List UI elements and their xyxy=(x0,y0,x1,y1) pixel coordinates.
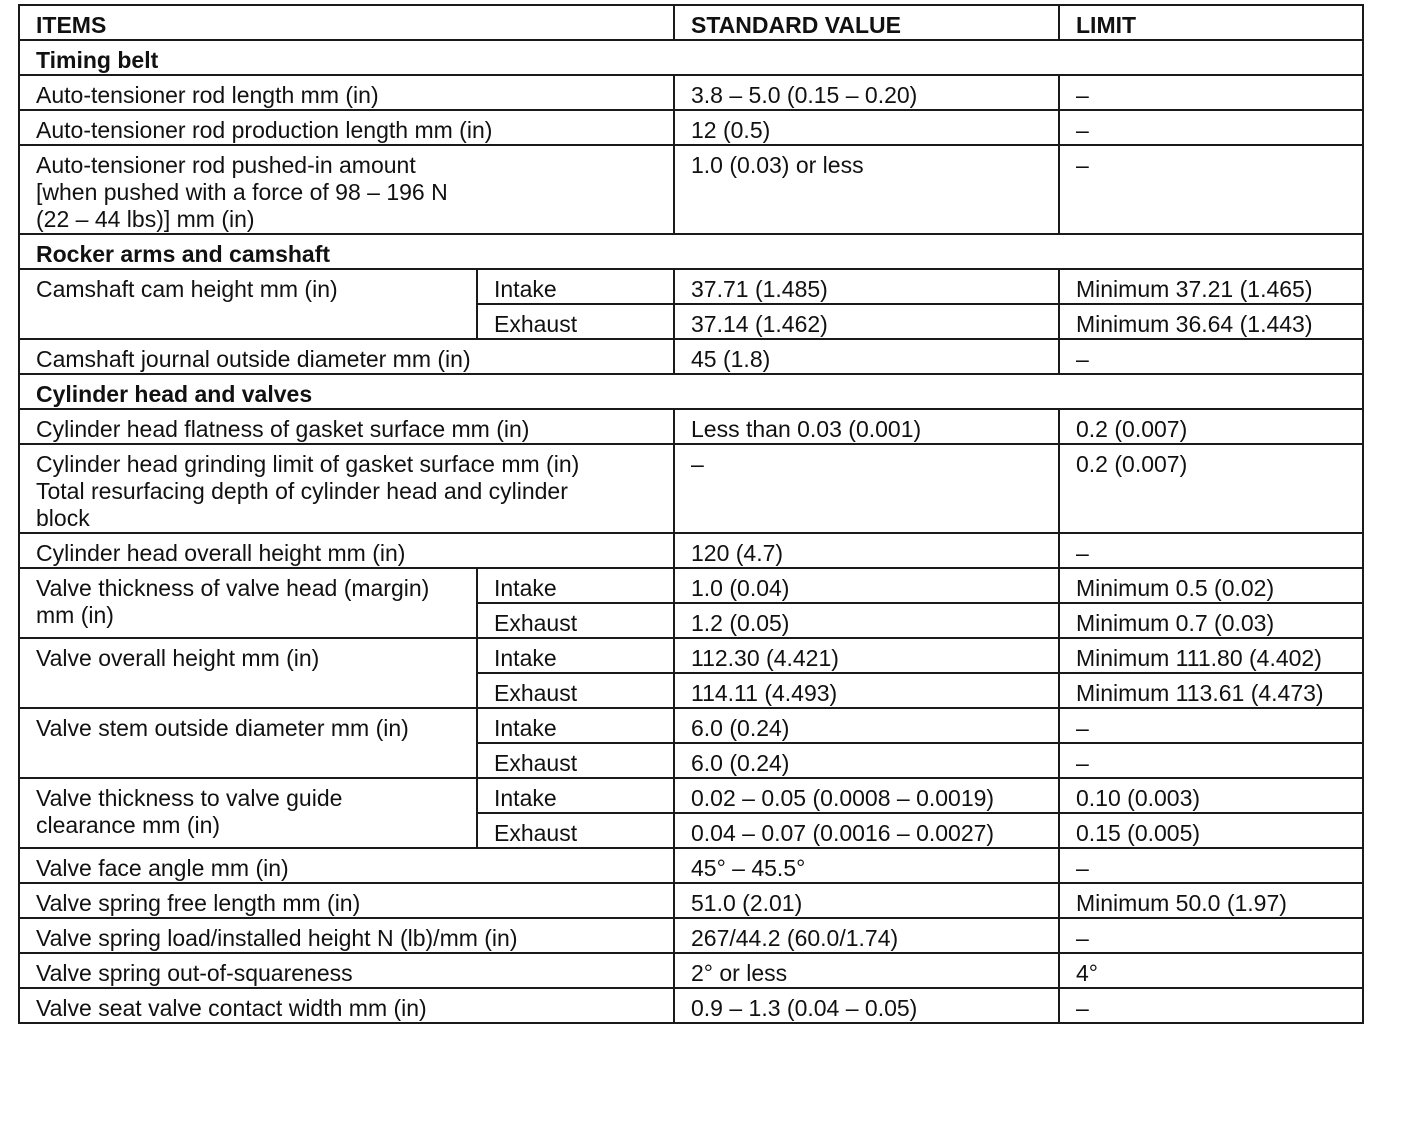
table-row xyxy=(19,638,1363,673)
item-cell: Valve spring load/installed height N (lb)/mm (in) xyxy=(19,918,674,953)
standard-cell: 2° or less xyxy=(674,953,1059,988)
item-cell xyxy=(19,145,674,234)
item-cell: Valve spring free length mm (in) xyxy=(19,883,674,918)
variant-cell: Intake xyxy=(477,568,674,603)
limit-cell: – xyxy=(1059,339,1363,374)
table-row xyxy=(19,883,1363,918)
item-cell: Camshaft cam height mm (in) xyxy=(19,269,477,339)
limit-cell: 0.10 (0.003) xyxy=(1059,778,1363,813)
standard-cell: 112.30 (4.421) xyxy=(674,638,1059,673)
variant-cell: Intake xyxy=(477,708,674,743)
table-row xyxy=(19,568,1363,603)
standard-cell: 1.0 (0.03) or less xyxy=(674,145,1059,234)
standard-cell: 0.02 – 0.05 (0.0008 – 0.0019) xyxy=(674,778,1059,813)
item-cell: Valve overall height mm (in) xyxy=(19,638,477,708)
standard-cell: Less than 0.03 (0.001) xyxy=(674,409,1059,444)
limit-cell: Minimum 111.80 (4.402) xyxy=(1059,638,1363,673)
table-row xyxy=(19,988,1363,1023)
standard-cell: 267/44.2 (60.0/1.74) xyxy=(674,918,1059,953)
standard-cell: 12 (0.5) xyxy=(674,110,1059,145)
standard-cell: 0.9 – 1.3 (0.04 – 0.05) xyxy=(674,988,1059,1023)
standard-cell: 114.11 (4.493) xyxy=(674,673,1059,708)
limit-cell: 0.2 (0.007) xyxy=(1059,409,1363,444)
table-row xyxy=(19,339,1363,374)
limit-cell: 0.2 (0.007) xyxy=(1059,444,1363,533)
limit-cell: Minimum 0.7 (0.03) xyxy=(1059,603,1363,638)
table-row xyxy=(19,708,1363,743)
variant-cell: Exhaust xyxy=(477,743,674,778)
limit-cell: Minimum 113.61 (4.473) xyxy=(1059,673,1363,708)
standard-cell: 45° – 45.5° xyxy=(674,848,1059,883)
item-cell: Valve stem outside diameter mm (in) xyxy=(19,708,477,778)
variant-cell: Exhaust xyxy=(477,673,674,708)
section-row xyxy=(19,374,1363,409)
limit-cell: – xyxy=(1059,533,1363,568)
limit-cell: Minimum 50.0 (1.97) xyxy=(1059,883,1363,918)
limit-cell: – xyxy=(1059,743,1363,778)
limit-cell: – xyxy=(1059,848,1363,883)
standard-cell: 6.0 (0.24) xyxy=(674,743,1059,778)
item-cell: Auto-tensioner rod production length mm (in) xyxy=(19,110,674,145)
item-line: Total resurfacing depth of cylinder head and cylinder xyxy=(36,478,568,504)
limit-cell: Minimum 37.21 (1.465) xyxy=(1059,269,1363,304)
item-line: mm (in) xyxy=(36,602,114,628)
item-cell: Valve seat valve contact width mm (in) xyxy=(19,988,674,1023)
standard-cell: 37.71 (1.485) xyxy=(674,269,1059,304)
limit-cell: 0.15 (0.005) xyxy=(1059,813,1363,848)
variant-cell: Intake xyxy=(477,269,674,304)
standard-cell: 6.0 (0.24) xyxy=(674,708,1059,743)
section-title: Rocker arms and camshaft xyxy=(19,234,1363,269)
variant-cell: Exhaust xyxy=(477,304,674,339)
section-row xyxy=(19,234,1363,269)
item-cell: Valve spring out-of-squareness xyxy=(19,953,674,988)
table-row xyxy=(19,533,1363,568)
table-row xyxy=(19,269,1363,304)
variant-cell: Intake xyxy=(477,778,674,813)
section-row xyxy=(19,40,1363,75)
standard-cell: 37.14 (1.462) xyxy=(674,304,1059,339)
standard-cell: 45 (1.8) xyxy=(674,339,1059,374)
header-row xyxy=(19,5,1363,40)
table-row xyxy=(19,409,1363,444)
standard-cell: 51.0 (2.01) xyxy=(674,883,1059,918)
variant-cell: Exhaust xyxy=(477,603,674,638)
header-limit: LIMIT xyxy=(1059,5,1363,40)
item-cell: Cylinder head overall height mm (in) xyxy=(19,533,674,568)
standard-cell: 1.2 (0.05) xyxy=(674,603,1059,638)
table-row xyxy=(19,953,1363,988)
item-cell: Auto-tensioner rod length mm (in) xyxy=(19,75,674,110)
item-line: Cylinder head grinding limit of gasket surface mm (in) xyxy=(36,451,580,477)
item-line: Auto-tensioner rod pushed-in amount xyxy=(36,152,416,178)
table-row xyxy=(19,110,1363,145)
standard-cell: 1.0 (0.04) xyxy=(674,568,1059,603)
item-line: clearance mm (in) xyxy=(36,812,221,838)
specifications-table xyxy=(18,4,1364,1024)
item-cell: Cylinder head flatness of gasket surface mm (in) xyxy=(19,409,674,444)
item-cell: Valve face angle mm (in) xyxy=(19,848,674,883)
standard-cell: 120 (4.7) xyxy=(674,533,1059,568)
item-cell xyxy=(19,444,674,533)
section-title: Timing belt xyxy=(19,40,1363,75)
limit-cell: – xyxy=(1059,110,1363,145)
item-line: Valve thickness to valve guide xyxy=(36,785,343,811)
limit-cell: 4° xyxy=(1059,953,1363,988)
limit-cell: – xyxy=(1059,708,1363,743)
item-line: block xyxy=(36,505,90,531)
item-cell xyxy=(19,568,477,638)
table-row xyxy=(19,444,1363,533)
standard-cell: – xyxy=(674,444,1059,533)
section-title: Cylinder head and valves xyxy=(19,374,1363,409)
standard-cell: 0.04 – 0.07 (0.0016 – 0.0027) xyxy=(674,813,1059,848)
item-line: [when pushed with a force of 98 – 196 N xyxy=(36,179,448,205)
limit-cell: – xyxy=(1059,988,1363,1023)
limit-cell: – xyxy=(1059,145,1363,234)
table-row xyxy=(19,75,1363,110)
header-items: ITEMS xyxy=(19,5,674,40)
limit-cell: – xyxy=(1059,918,1363,953)
item-cell xyxy=(19,778,477,848)
table-row xyxy=(19,848,1363,883)
item-cell: Camshaft journal outside diameter mm (in) xyxy=(19,339,674,374)
header-standard-value: STANDARD VALUE xyxy=(674,5,1059,40)
item-line: (22 – 44 lbs)] mm (in) xyxy=(36,206,255,232)
item-line: Valve thickness of valve head (margin) xyxy=(36,575,430,601)
table-row xyxy=(19,145,1363,234)
variant-cell: Intake xyxy=(477,638,674,673)
standard-cell: 3.8 – 5.0 (0.15 – 0.20) xyxy=(674,75,1059,110)
table-row xyxy=(19,918,1363,953)
variant-cell: Exhaust xyxy=(477,813,674,848)
limit-cell: Minimum 0.5 (0.02) xyxy=(1059,568,1363,603)
limit-cell: Minimum 36.64 (1.443) xyxy=(1059,304,1363,339)
table-row xyxy=(19,778,1363,813)
limit-cell: – xyxy=(1059,75,1363,110)
